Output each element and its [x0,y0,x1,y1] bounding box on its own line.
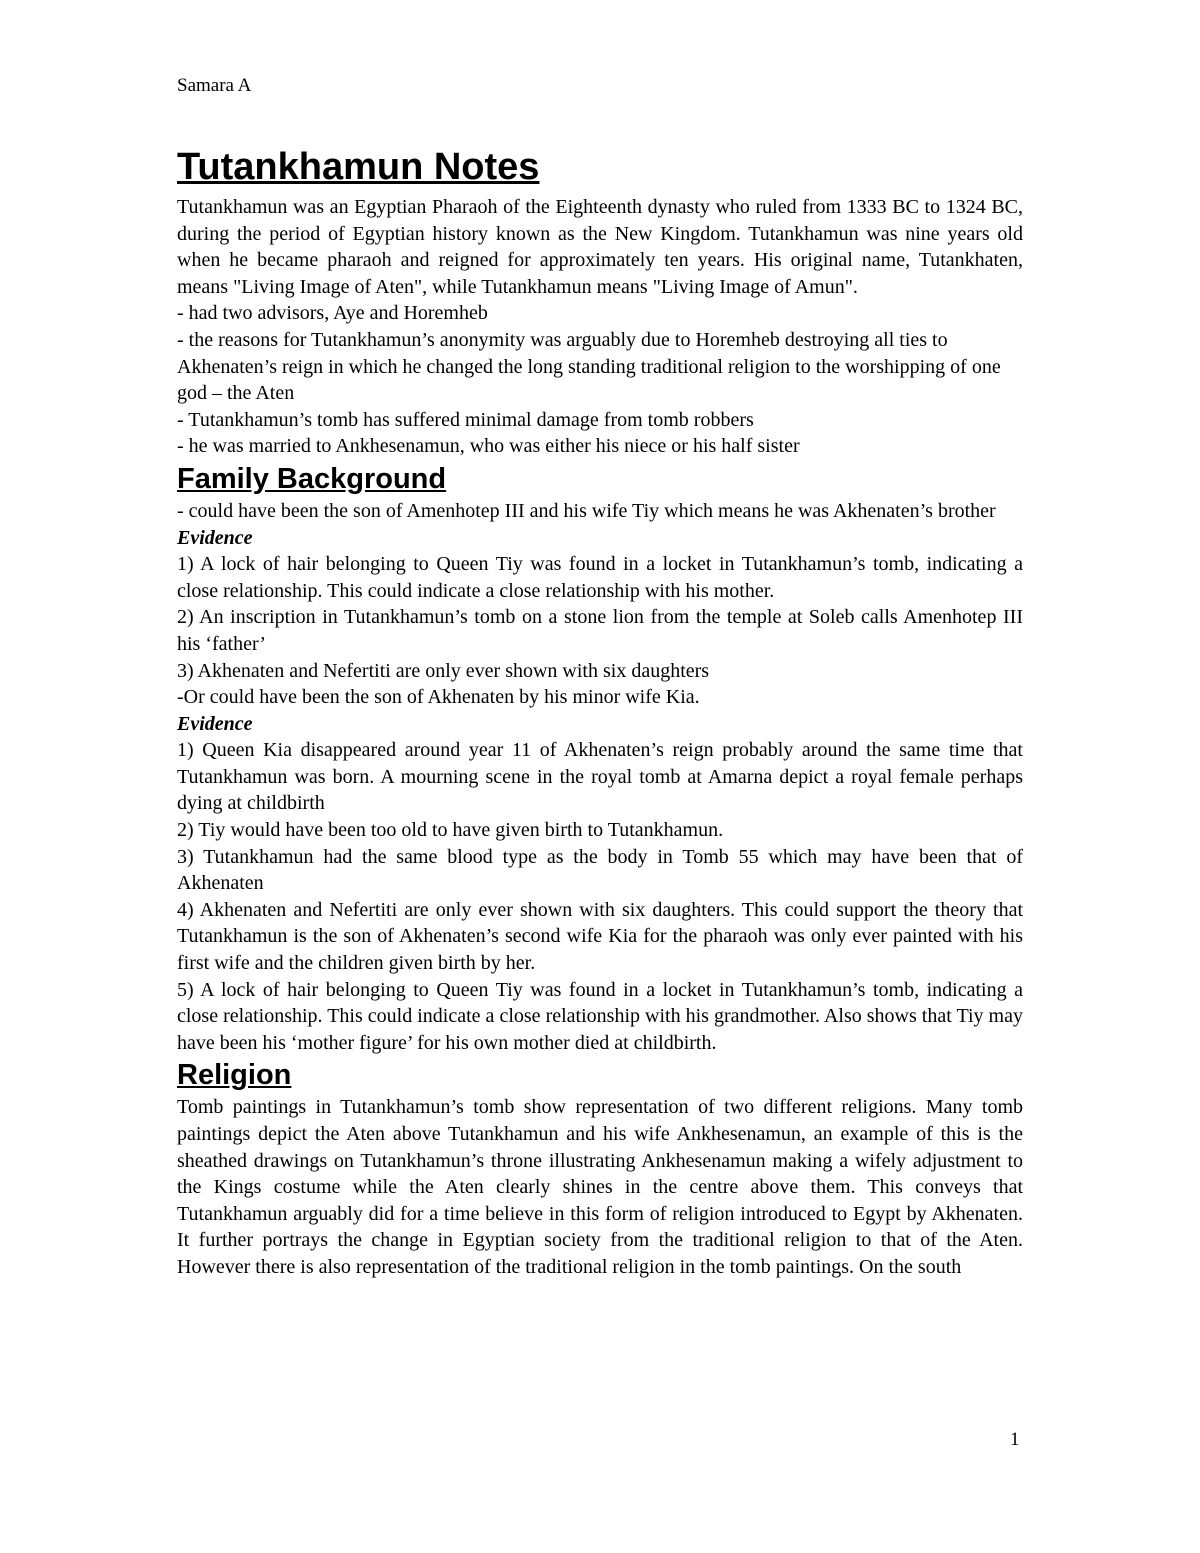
section-heading-family: Family Background [177,462,447,495]
header-author: Samara A [177,75,252,96]
intro-bullet: - he was married to Ankhesenamun, who was either his niece or his half sister [177,435,800,458]
evidence-item: 1) Queen Kia disappeared around year 11 of Akhenaten’s reign probably around the same time that Tutankhamun was born. A mourning scene in the royal tomb at Amarna depict a royal female perhaps dying at childbirth [177,739,1023,815]
family-theory-1: - could have been the son of Amenhotep III and his wife Tiy which means he was Akhenaten’s brother [177,499,996,522]
family-theory-2: -Or could have been the son of Akhenaten by his minor wife Kia. [177,686,700,709]
evidence-item: 1) A lock of hair belonging to Queen Tiy was found in a locket in Tutankhamun’s tomb, indicating a close relationship. This could indicate a close relationship with his mother. [177,553,1023,602]
section-heading-religion: Religion [177,1059,292,1092]
evidence-item: 2) An inscription in Tutankhamun’s tomb on a stone lion from the temple at Soleb calls Amenhotep III his ‘father’ [177,606,1023,655]
evidence-item: 3) Tutankhamun had the same blood type as the body in Tomb 55 which may have been that of Akhenaten [177,845,1023,895]
evidence-label: Evidence [177,712,253,735]
evidence-item: 2) Tiy would have been too old to have given birth to Tutankhamun. [177,819,724,842]
evidence-item: 5) A lock of hair belonging to Queen Tiy was found in a locket in Tutankhamun’s tomb, indicating a close relationship. This could indicate a close relationship with his grandmother. Also shows that Tiy may have been his ‘mother figure’ for his own mother died at childbirth. [177,978,1023,1054]
document-body [177,140,1023,1281]
intro-bullet: - had two advisors, Aye and Horemheb [177,302,488,325]
intro-bullet: - the reasons for Tutankhamun’s anonymity was arguably due to Horemheb destroying all ties to Akhenaten’s reign in which he changed the long standing traditional religion to the worshipping of one god – the Aten [177,328,1001,405]
evidence-item: 4) Akhenaten and Nefertiti are only ever shown with six daughters. This could support the theory that Tutankhamun is the son of Akhenaten’s second wife Kia for the pharaoh was only ever painted with his first wife and the children given birth by her. [177,898,1023,975]
religion-paragraph: Tomb paintings in Tutankhamun’s tomb show representation of two different religions. Many tomb paintings depict the Aten above Tutankhamun and his wife Ankhesenamun, an example of this is the sheathed drawings on Tutankhamun’s throne illustrating Ankhesenamun making a wifely adjustment to the Kings costume while the Aten clearly shines in the centre above them. This conveys that Tutankhamun arguably did for a time believe in this form of religion introduced to Egypt by Akhenaten. It further portrays the change in Egyptian society from the traditional religion to that of the Aten. However there is also representation of the traditional religion in the tomb paintings. On the south [177,1096,1023,1278]
intro-paragraph: Tutankhamun was an Egyptian Pharaoh of the Eighteenth dynasty who ruled from 1333 BC to 1324 BC, during the period of Egyptian history known as the New Kingdom. Tutankhamun was nine years old when he became pharaoh and reigned for approximately ten years. His original name, Tutankhaten, means "Living Image of Aten", while Tutankhamun means "Living Image of Amun". [177,196,1023,298]
page-title: Tutankhamun Notes [177,146,540,188]
evidence-item: 3) Akhenaten and Nefertiti are only ever shown with six daughters [177,659,710,682]
evidence-label: Evidence [177,526,253,549]
intro-bullet: - Tutankhamun’s tomb has suffered minimal damage from tomb robbers [177,408,754,431]
page-number: 1 [1010,1429,1020,1450]
